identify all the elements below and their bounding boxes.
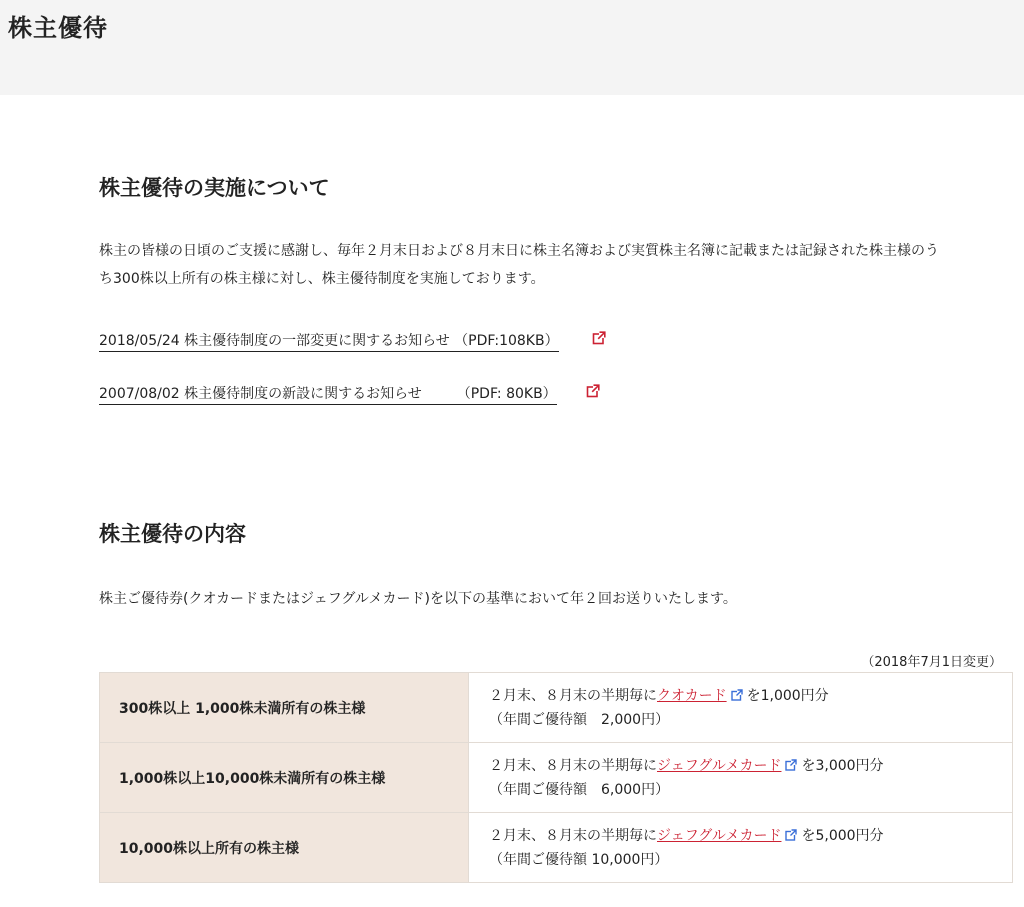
table-row	[100, 813, 1013, 883]
quo-card-link[interactable]: クオカード	[657, 687, 727, 704]
condition-cell: 10,000株以上所有の株主様	[100, 813, 469, 883]
table-row	[100, 673, 1013, 743]
benefit-table	[99, 672, 1013, 883]
annual-amount: （年間ご優待額 10,000円）	[489, 851, 669, 868]
annual-amount: （年間ご優待額 6,000円）	[489, 781, 670, 798]
benefit-cell	[469, 813, 1013, 883]
annual-amount: （年間ご優待額 2,000円）	[489, 711, 670, 728]
condition-cell: 300株以上 1,000株未満所有の株主様	[100, 673, 469, 743]
section-heading-implementation: 株主優待の実施について	[99, 176, 330, 200]
benefit-description: 株主ご優待券(クオカードまたはジェフグルメカード)を以下の基準において年２回お送りいたします。	[99, 591, 737, 607]
section-heading-content: 株主優待の内容	[99, 522, 246, 546]
jef-gourmet-card-link[interactable]: ジェフグルメカード	[657, 827, 782, 844]
benefit-prefix: ２月末、８月末の半期毎に	[489, 687, 657, 704]
condition-cell: 1,000株以上10,000株未満所有の株主様	[100, 743, 469, 813]
news-link-2007[interactable]: 2007/08/02 株主優待制度の新設に関するお知らせ （PDF: 80KB）	[99, 383, 557, 405]
page-title: 株主優待	[8, 14, 108, 42]
page-header	[0, 0, 1024, 95]
external-link-icon[interactable]	[785, 759, 797, 771]
table-row	[100, 743, 1013, 813]
intro-paragraph	[99, 237, 1004, 293]
benefit-suffix: を5,000円分	[801, 827, 884, 844]
intro-line-2: ち300株以上所有の株主様に対し、株主優待制度を実施しております。	[99, 271, 545, 287]
benefit-cell	[469, 673, 1013, 743]
jef-gourmet-card-link[interactable]: ジェフグルメカード	[657, 757, 782, 774]
external-link-icon[interactable]	[731, 689, 743, 701]
change-note: （2018年7月1日変更）	[861, 655, 1002, 670]
external-link-icon[interactable]	[592, 331, 606, 345]
intro-line-1: 株主の皆様の日頃のご支援に感謝し、毎年２月末日および８月末日に株主名簿および実質株主名簿に記載または記録された株主様のう	[99, 243, 939, 259]
benefit-prefix: ２月末、８月末の半期毎に	[489, 827, 657, 844]
benefit-suffix: を3,000円分	[801, 757, 884, 774]
news-link-2018[interactable]: 2018/05/24 株主優待制度の一部変更に関するお知らせ （PDF:108KB）	[99, 330, 559, 352]
benefit-cell	[469, 743, 1013, 813]
external-link-icon[interactable]	[586, 384, 600, 398]
benefit-suffix: を1,000円分	[746, 687, 829, 704]
external-link-icon[interactable]	[785, 829, 797, 841]
benefit-prefix: ２月末、８月末の半期毎に	[489, 757, 657, 774]
